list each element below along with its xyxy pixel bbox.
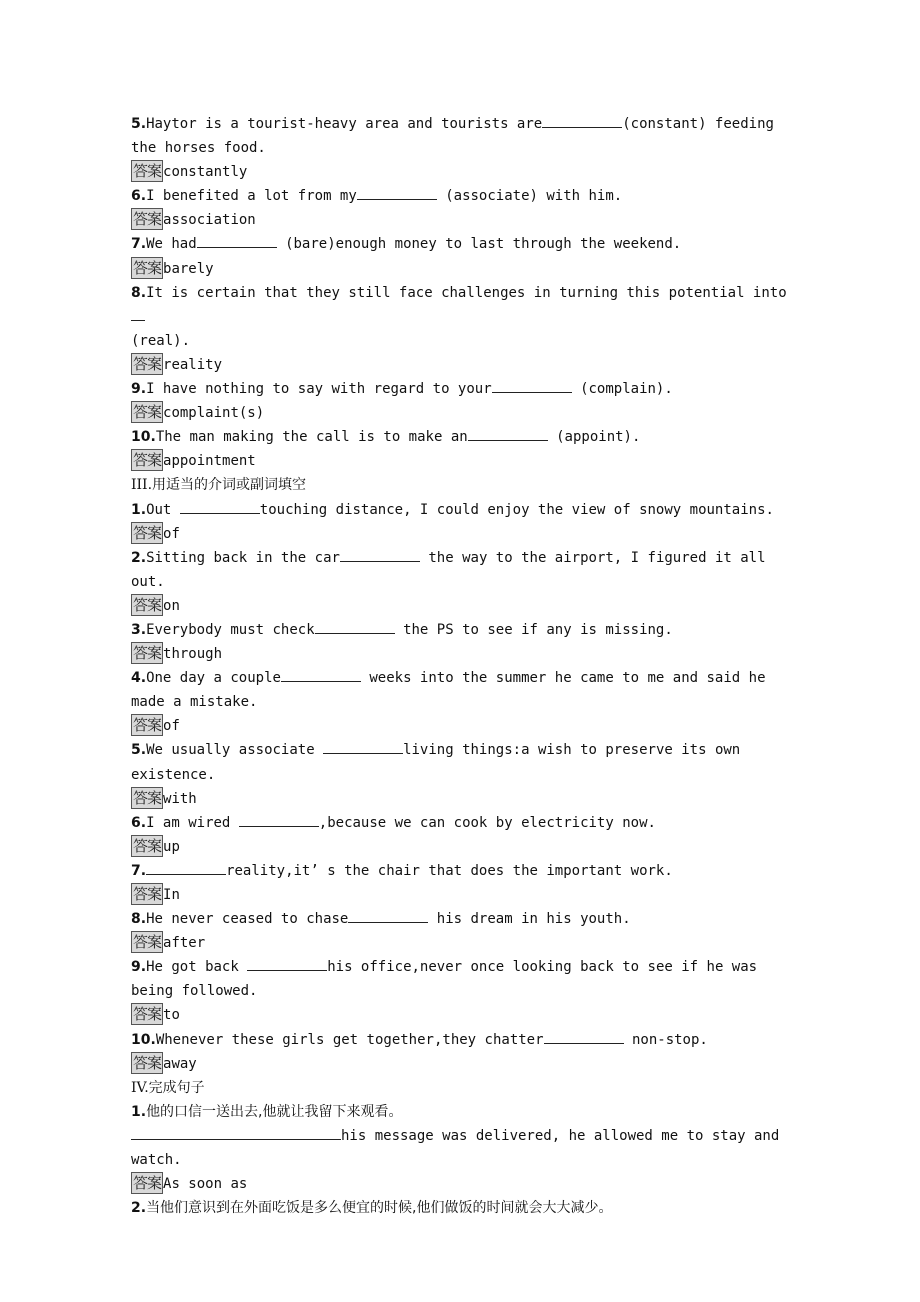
answer-line: 答案 through — [133, 644, 223, 663]
answer-badge: 答案 — [133, 933, 162, 952]
question-item: 8.He never ceased to chase his dream in his youth. — [131, 907, 791, 931]
answer-badge: 答案 — [133, 1053, 162, 1072]
answer-blank — [315, 619, 395, 634]
answer-badge: 答案 — [133, 258, 162, 277]
section-title: IV.完成句子 — [131, 1079, 205, 1096]
question-item: 1.Out touching distance, I could enjoy the view of snowy mountains. — [131, 498, 791, 522]
answer-line: 答案 appointment — [133, 451, 256, 470]
answer-blank — [323, 739, 403, 754]
answer-badge: 答案 — [133, 644, 162, 663]
word-form-section — [131, 112, 796, 473]
answer-line: 答案 association — [133, 210, 256, 229]
answer-line: 答案 constantly — [133, 162, 248, 181]
answer-blank — [131, 306, 145, 321]
question-item: 9.He got back his office,never once looking back to see if he was being followed. — [131, 955, 791, 1003]
answer-line: 答案 of — [133, 716, 180, 735]
answer-blank — [180, 499, 260, 514]
answer-blank — [239, 812, 319, 827]
answer-line: 答案 complaint(s) — [133, 403, 265, 422]
answer-line: 答案 reality — [133, 354, 223, 373]
answer-blank — [357, 185, 437, 200]
answer-line: 答案 up — [133, 836, 180, 855]
question-item: 7.We had (bare)enough money to last through the weekend. — [131, 232, 791, 256]
question-item: 7. reality,it’ s the chair that does the important work. — [131, 859, 791, 883]
answer-blank — [542, 113, 622, 128]
answer-line: 答案 As soon as — [133, 1174, 248, 1193]
answer-blank — [492, 378, 572, 393]
answer-badge: 答案 — [133, 1174, 162, 1193]
answer-line: 答案 In — [133, 885, 180, 903]
question-prompt: 1.他的口信一送出去,他就让我留下来观看。 — [131, 1103, 403, 1120]
answer-blank — [468, 426, 548, 441]
answer-line: 答案 barely — [133, 258, 214, 277]
question-item: 9.I have nothing to say with regard to your (complain). — [131, 377, 791, 401]
complete-sentence-section — [131, 1076, 791, 1221]
answer-blank — [146, 860, 226, 875]
answer-line: 答案 with — [133, 788, 197, 807]
question-item: 6.I benefited a lot from my (associate) with him. — [131, 184, 791, 208]
question-item: 3.Everybody must check the PS to see if any is missing. — [131, 618, 791, 642]
answer-badge: 答案 — [133, 836, 162, 855]
question-item: 6.I am wired ,because we can cook by electricity now. — [131, 811, 791, 835]
answer-line: 答案 on — [133, 595, 180, 614]
answer-line: 答案 after — [133, 933, 206, 952]
section-title: III.用适当的介词或副词填空 — [131, 477, 307, 494]
question-item: his message was delivered, he allowed me to stay and watch. — [131, 1124, 791, 1172]
question-item: 8.It is certain that they still face challenges in turning this potential into (real). — [131, 284, 796, 349]
question-prompt: 2.当他们意识到在外面吃饭是多么便宜的时候,他们做饭的时间就会大大减少。 — [131, 1200, 613, 1217]
answer-badge: 答案 — [133, 1005, 162, 1024]
answer-badge: 答案 — [133, 788, 162, 807]
answer-badge: 答案 — [133, 595, 162, 614]
question-item: 4.One day a couple weeks into the summer he came to me and said he made a mistake. — [131, 666, 791, 714]
answer-badge: 答案 — [133, 523, 162, 542]
document-page — [131, 112, 796, 1220]
answer-badge: 答案 — [133, 162, 162, 181]
answer-blank — [348, 908, 428, 923]
answer-line: 答案 of — [133, 523, 180, 542]
answer-badge: 答案 — [133, 354, 162, 373]
answer-blank — [544, 1029, 624, 1044]
answer-badge: 答案 — [133, 885, 162, 903]
answer-blank — [197, 233, 277, 248]
answer-blank — [281, 667, 361, 682]
answer-badge: 答案 — [133, 716, 162, 735]
answer-blank — [131, 1125, 341, 1140]
question-item: 5.Haytor is a tourist-heavy area and tourists are (constant) feeding the horses food. — [131, 112, 791, 160]
answer-blank — [340, 547, 420, 562]
question-item: 10.Whenever these girls get together,they chatter non-stop. — [131, 1028, 791, 1052]
question-item: 5.We usually associate living things:a wish to preserve its own existence. — [131, 738, 791, 786]
answer-badge: 答案 — [133, 451, 162, 470]
answer-line: 答案 away — [133, 1053, 197, 1072]
question-item: 2.Sitting back in the car the way to the airport, I figured it all out. — [131, 546, 791, 594]
question-item: 10.The man making the call is to make an (appoint). — [131, 425, 791, 449]
answer-line: 答案 to — [133, 1005, 180, 1024]
answer-blank — [247, 956, 327, 971]
preposition-section — [131, 473, 791, 1075]
answer-badge: 答案 — [133, 403, 162, 422]
answer-badge: 答案 — [133, 210, 162, 229]
